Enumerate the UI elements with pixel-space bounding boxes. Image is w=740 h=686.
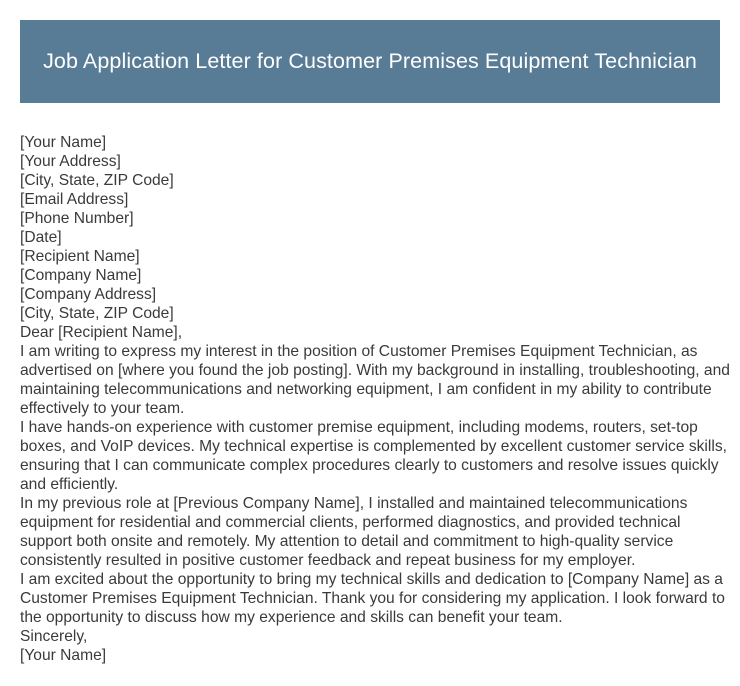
letter-body	[20, 133, 732, 665]
recipient-city-state-zip: [City, State, ZIP Code]	[20, 305, 174, 322]
salutation: Dear [Recipient Name],	[20, 324, 183, 341]
recipient-block	[20, 247, 732, 323]
recipient-company: [Company Name]	[20, 267, 142, 284]
page-header	[20, 20, 720, 103]
sender-address: [Your Address]	[20, 153, 121, 170]
closing: Sincerely,	[20, 628, 88, 645]
page-title: Job Application Letter for Customer Premises Equipment Technician	[43, 49, 697, 73]
sender-phone: [Phone Number]	[20, 210, 134, 227]
paragraph-closing-remarks: I am excited about the opportunity to bring my technical skills and dedication to [Company Name] as a Customer Premises Equipment Technician. Thank you for considering my application. I look forward to the opportunity to discuss how my experience and skills can benefit your team.	[20, 571, 725, 626]
recipient-company-address: [Company Address]	[20, 286, 157, 303]
sender-block	[20, 133, 732, 228]
paragraph-experience: I have hands-on experience with customer premise equipment, including modems, routers, set-top boxes, and VoIP devices. My technical expertise is complemented by excellent customer service skills, ensuring that I can communicate complex procedures clearly to customers and resolve issues quickly and efficiently.	[20, 419, 727, 493]
recipient-name: [Recipient Name]	[20, 248, 140, 265]
paragraph-interest: I am writing to express my interest in the position of Customer Premises Equipment Technician, as advertised on [where you found the job posting]. With my background in installing, troubleshooting, and maintaining telecommunications and networking equipment, I am confident in my ability to contribute effectively to your team.	[20, 343, 730, 417]
sender-name: [Your Name]	[20, 134, 107, 151]
sender-email: [Email Address]	[20, 191, 129, 208]
signature: [Your Name]	[20, 647, 107, 664]
paragraph-previous-role: In my previous role at [Previous Company Name], I installed and maintained telecommunications equipment for residential and commercial clients, performed diagnostics, and provided technical support both onsite and remotely. My attention to detail and commitment to high-quality service consistently resulted in positive customer feedback and repeat business for my employer.	[20, 495, 688, 569]
sender-city-state-zip: [City, State, ZIP Code]	[20, 172, 174, 189]
letter-date: [Date]	[20, 229, 62, 246]
